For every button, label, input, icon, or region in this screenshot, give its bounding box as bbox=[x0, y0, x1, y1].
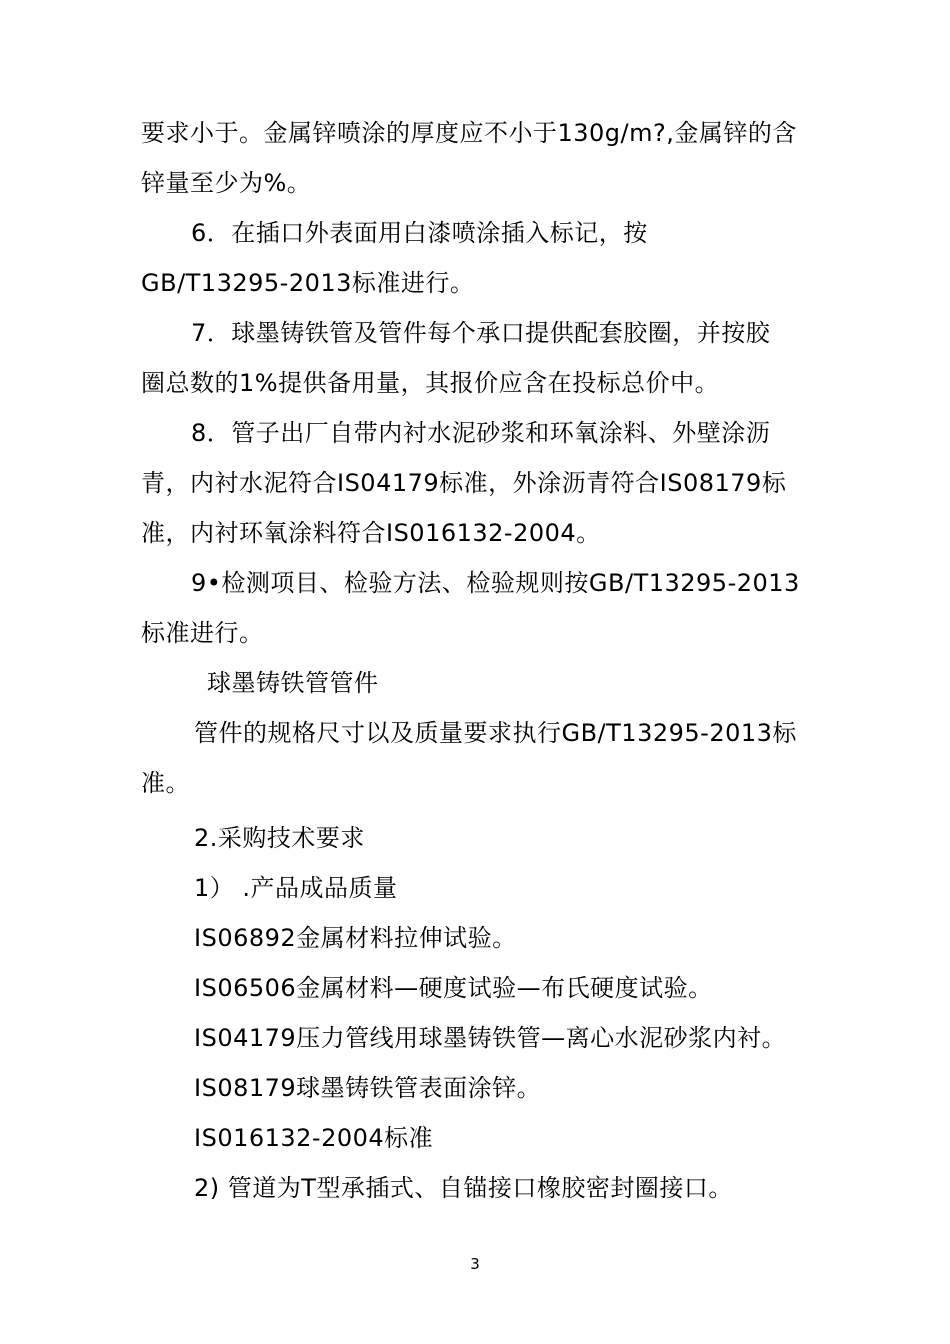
text-line: 准。 bbox=[141, 769, 190, 797]
section-heading: 2.采购技术要求 bbox=[194, 824, 365, 852]
list-item: IS016132-2004标准 bbox=[194, 1124, 434, 1152]
text-line: 青，内衬水泥符合IS04179标准，外涂沥青符合IS08179标 bbox=[141, 469, 787, 497]
list-item: IS08179球墨铸铁管表面涂锌。 bbox=[194, 1074, 542, 1102]
text-line: GB/T13295-2013标准进行。 bbox=[141, 269, 475, 297]
text-line: 标准进行。 bbox=[141, 619, 264, 647]
text-line: 9•检测项目、检验方法、检验规则按GB/T13295-2013 bbox=[191, 569, 800, 597]
text-line: 7．球墨铸铁管及管件每个承口提供配套胶圈，并按胶 bbox=[191, 319, 771, 347]
text-line: 管件的规格尺寸以及质量要求执行GB/T13295-2013标 bbox=[194, 719, 797, 747]
list-item: IS04179压力管线用球墨铸铁管—离心水泥砂浆内衬。 bbox=[194, 1024, 787, 1052]
text-line: 6．在插口外表面用白漆喷涂插入标记，按 bbox=[191, 219, 648, 247]
section-heading: 球墨铸铁管管件 bbox=[207, 669, 379, 697]
list-item: 1） .产品成品质量 bbox=[194, 874, 398, 902]
text-line: 圈总数的1%提供备用量，其报价应含在投标总价中。 bbox=[141, 369, 720, 397]
text-line: 准，内衬环氧涂料符合IS016132-2004。 bbox=[141, 519, 601, 547]
text-line: 8．管子出厂自带内衬水泥砂浆和环氧涂料、外壁涂沥 bbox=[191, 419, 771, 447]
list-item: IS06506金属材料—硬度试验—布氏硬度试验。 bbox=[194, 974, 713, 1002]
text-line: 锌量至少为%。 bbox=[141, 169, 312, 197]
list-item: 2) 管道为T型承插式、自锚接口橡胶密封圈接口。 bbox=[194, 1174, 733, 1202]
page-number: 3 bbox=[470, 1255, 480, 1273]
list-item: IS06892金属材料拉伸试验。 bbox=[194, 924, 517, 952]
text-line: 要求小于。金属锌喷涂的厚度应不小于130g/m?,金属锌的含 bbox=[141, 119, 797, 147]
